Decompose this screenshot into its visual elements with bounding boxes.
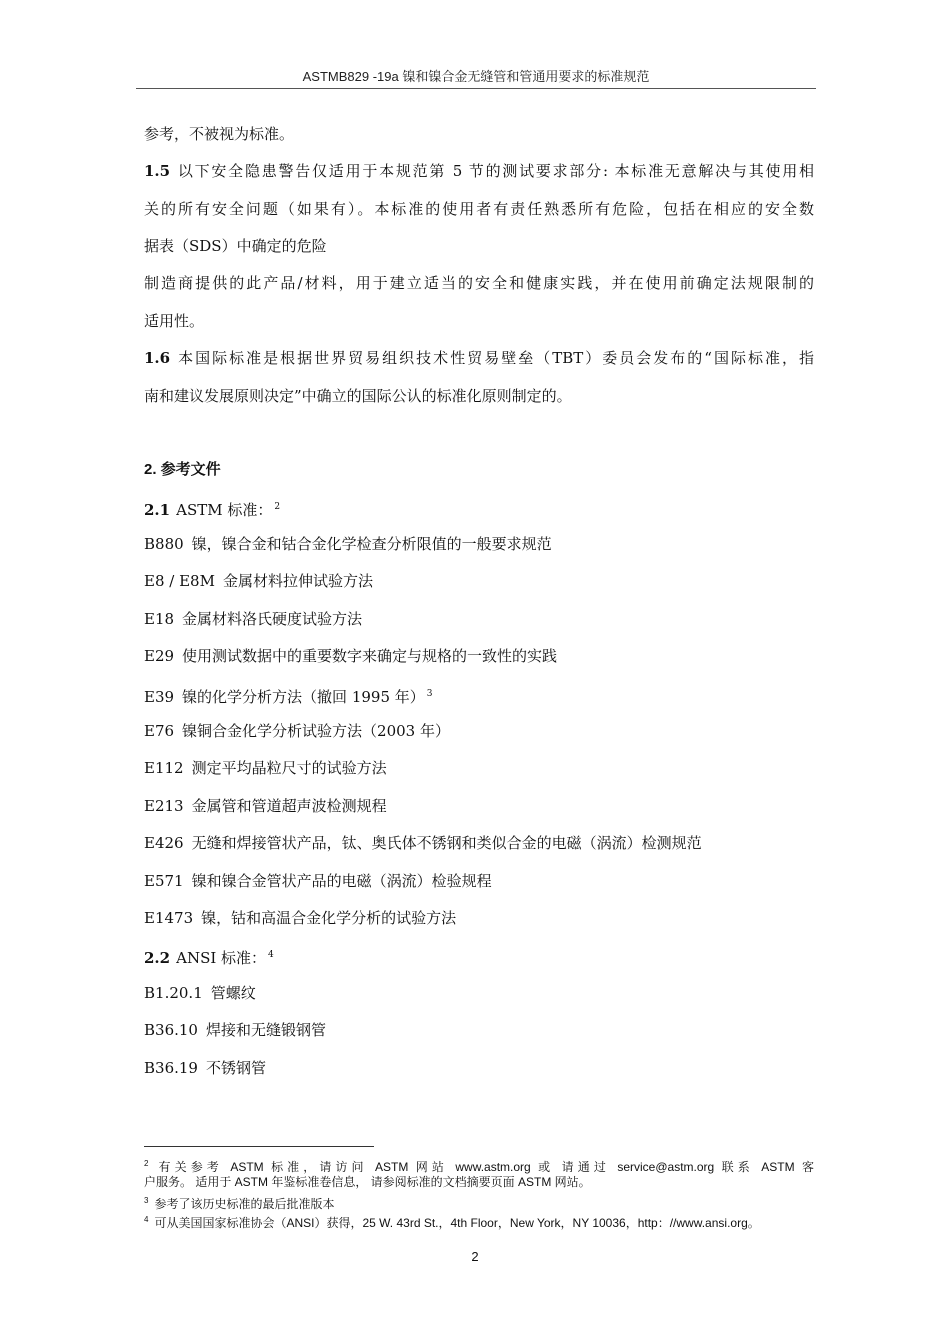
footnote-3: $^3$ 参考了该历史标准的最后批准版本: [144, 1196, 335, 1211]
reference-item: [144, 833, 814, 853]
reference-item: [144, 646, 814, 666]
reference-item: [144, 871, 814, 891]
clause-1-6-line-2: 南和建议发展原则决定”中确立的国际公认的标准化原则制定的。: [144, 387, 572, 405]
reference-item: [144, 534, 814, 554]
clause-2-1: [144, 497, 814, 520]
paragraph-line: 参考，不被视为标准。: [144, 125, 295, 143]
reference-code: E29: [144, 647, 175, 666]
reference-code: E39: [144, 687, 175, 706]
reference-item: [144, 721, 814, 741]
reference-title: 金属材料洛氏硬度试验方法: [182, 609, 363, 628]
reference-item: [144, 983, 814, 1003]
page-number: 2: [471, 1249, 479, 1264]
clause-number: 2.1: [144, 501, 171, 519]
clause-number: 1.6: [144, 349, 171, 367]
reference-title: 无缝和焊接管状产品，钛、奥氏体不锈钢和类似合金的电磁（涡流）检测规范: [191, 834, 702, 853]
footnote-mark: 3: [144, 1196, 149, 1205]
footnote-mark: 4: [144, 1215, 149, 1224]
reference-code: B36.10: [144, 1021, 198, 1040]
clause-1-5-line-3: 据表（SDS）中确定的危险: [144, 237, 327, 255]
reference-code: E112: [144, 759, 184, 778]
footnote-2-cont: 户服务。 适用于 ASTM 年鉴标准卷信息， 请参阅标准的文档摘要页面 ASTM 网站。: [144, 1175, 591, 1189]
footnote-mark: 2: [144, 1159, 149, 1168]
reference-item: [144, 796, 814, 816]
reference-code: E76: [144, 722, 175, 740]
running-header: ASTMB829 -19a 镍和镍合金无缝管和管通用要求的标准规范: [302, 69, 650, 84]
reference-code: E426: [144, 834, 184, 853]
reference-code: E1473: [144, 909, 194, 927]
reference-title: 镍的化学分析方法（撤回 1995 年）: [182, 687, 425, 706]
reference-code: E213: [144, 796, 184, 815]
section-heading: 2. 参考文件: [144, 461, 221, 478]
reference-title: 管螺纹: [210, 984, 256, 1002]
clause-1-5-line-5: 适用性。: [144, 312, 205, 330]
reference-item: [144, 684, 814, 707]
clause-1-6-line-1: 1.6 本国际标准是根据世界贸易组织技术性贸易壁垒（TBT）委员会发布的“国际标准，指: [144, 349, 814, 367]
reference-code: B36.19: [144, 1058, 198, 1077]
reference-item: [144, 1058, 814, 1078]
reference-code: E8 / E8M: [144, 572, 215, 591]
footnote-ref: 2: [274, 502, 281, 512]
reference-item: [144, 609, 814, 629]
reference-item: [144, 1020, 814, 1040]
reference-code: E18: [144, 609, 175, 628]
reference-title: 镍，镍合金和钴合金化学检查分析限值的一般要求规范: [191, 535, 552, 553]
reference-title: 测定平均晶粒尺寸的试验方法: [191, 759, 387, 778]
clause-1-5-line-1: 1.5 以下安全隐患警告仅适用于本规范第 5 节的测试要求部分: 本标准无意解决与其使用相: [144, 162, 814, 180]
footnote-ref: 3: [426, 688, 433, 699]
footnote-2: $^2$ 有关参考 ASTM 标准，请访问 ASTM 网站 www.astm.org 或 请通过 service@astm.org 联系 ASTM 客: [144, 1159, 814, 1174]
clause-2-2: [144, 945, 814, 968]
reference-item: [144, 908, 814, 928]
clause-1-5-line-4: 制造商提供的此产品/材料，用于建立适当的安全和健康实践，并在使用前确定法规限制的: [144, 274, 814, 292]
footnote-separator: [144, 1146, 374, 1147]
footnote-4: $^4$ 可从美国国家标准协会（ANSI）获得，25 W. 43rd St.，4th Floor，New York，NY 10036，http：//www.ansi.org。: [144, 1215, 760, 1230]
reference-code: B1.20.1: [144, 984, 203, 1002]
reference-title: 镍和镍合金管状产品的电磁（涡流）检验规程: [191, 871, 492, 890]
clause-1-5-line-2: 关的所有安全问题（如果有）。本标准的使用者有责任熟悉所有危险，包括在相应的安全数: [144, 200, 814, 218]
reference-title: 金属材料拉伸试验方法: [222, 572, 373, 591]
reference-item: [144, 571, 814, 591]
reference-title: 焊接和无缝锻钢管: [205, 1021, 326, 1040]
reference-code: B880: [144, 535, 184, 553]
reference-title: 金属管和管道超声波检测规程: [191, 796, 387, 815]
reference-title: 镍，钴和高温合金化学分析的试验方法: [201, 909, 457, 927]
reference-title: 使用测试数据中的重要数字来确定与规格的一致性的实践: [182, 647, 558, 666]
reference-title: 镍铜合金化学分析试验方法（2003 年）: [182, 722, 450, 740]
clause-label: ASTM 标准：: [176, 501, 273, 519]
clause-number: 1.5: [144, 162, 171, 180]
reference-title: 不锈钢管: [205, 1058, 266, 1077]
reference-item: [144, 758, 814, 778]
header-rule: [136, 88, 816, 89]
clause-number: 2.2: [144, 949, 171, 967]
reference-code: E571: [144, 871, 184, 890]
footnote-ref: 4: [268, 950, 274, 960]
clause-label: ANSI 标准：: [176, 949, 267, 967]
